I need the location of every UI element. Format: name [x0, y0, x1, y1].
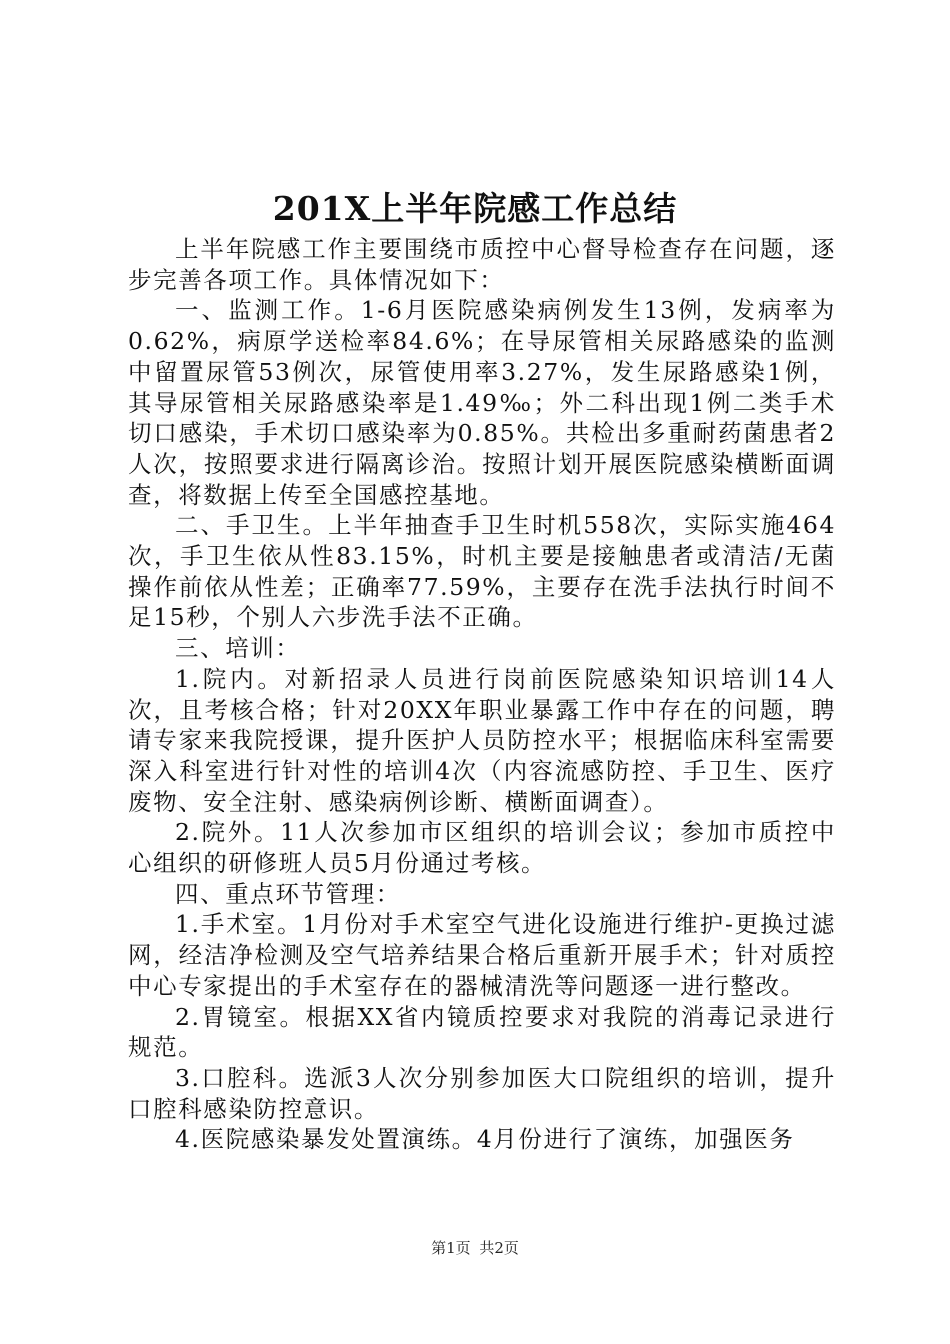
operating-room-paragraph: 1.手术室。1月份对手术室空气进化设施进行维护-更换过滤网，经洁净检测及空气培养结果合格后重新开展手术；针对质控中心专家提出的手术室存在的器械清洗等问题逐一进行整改。 [128, 910, 836, 1000]
page-footer [0, 1238, 950, 1258]
training-internal-paragraph: 1.院内。对新招录人员进行岗前医院感染知识培训14人次，且考核合格；针对20XX年职业暴露工作中存在的问题，聘请专家来我院授课，提升医护人员防控水平；根据临床科室需要深入科室进行针对性的培训4次（内容流感防控、手卫生、医疗废物、安全注射、感染病例诊断、横断面调查）。 [128, 664, 836, 816]
page-number: 第1页 [431, 1239, 471, 1257]
outbreak-drill-paragraph: 4.医院感染暴发处置演练。4月份进行了演练，加强医务 [175, 1125, 795, 1154]
gastroscopy-paragraph: 2.胃镜室。根据XX省内镜质控要求对我院的消毒记录进行规范。 [128, 1002, 836, 1062]
page-total: 共2页 [479, 1239, 519, 1257]
document-body [128, 234, 836, 1155]
stomatology-paragraph: 3.口腔科。选派3人次分别参加医大口院组织的培训，提升口腔科感染防控意识。 [128, 1063, 836, 1123]
hand-hygiene-paragraph: 二、手卫生。上半年抽查手卫生时机558次，实际实施464次，手卫生依从性83.15%，时机主要是接触患者或清洁/无菌操作前依从性差；正确率77.59%，主要存在洗手法执行时间不足15秒，个别人六步洗手法不正确。 [128, 511, 836, 632]
training-heading: 三、培训： [175, 634, 301, 663]
document-title: 201X上半年院感工作总结 [272, 189, 678, 228]
monitoring-paragraph: 一、监测工作。1-6月医院感染病例发生13例，发病率为0.62%，病原学送检率84.6%；在导尿管相关尿路感染的监测中留置尿管53例次，尿管使用率3.27%，发生尿路感染1例，其导尿管相关尿路感染率是1.49‰；外二科出现1例二类手术切口感染，手术切口感染率为0.85%。共检出多重耐药菌患者2人次，按照要求进行隔离诊治。按照计划开展医院感染横断面调查，将数据上传至全国感控基地。 [128, 296, 836, 509]
training-external-paragraph: 2.院外。11人次参加市区组织的培训会议；参加市质控中心组织的研修班人员5月份通过考核。 [128, 818, 836, 878]
key-links-heading: 四、重点环节管理： [175, 879, 401, 908]
intro-paragraph: 上半年院感工作主要围绕市质控中心督导检查存在问题，逐步完善各项工作。具体情况如下： [128, 235, 836, 294]
